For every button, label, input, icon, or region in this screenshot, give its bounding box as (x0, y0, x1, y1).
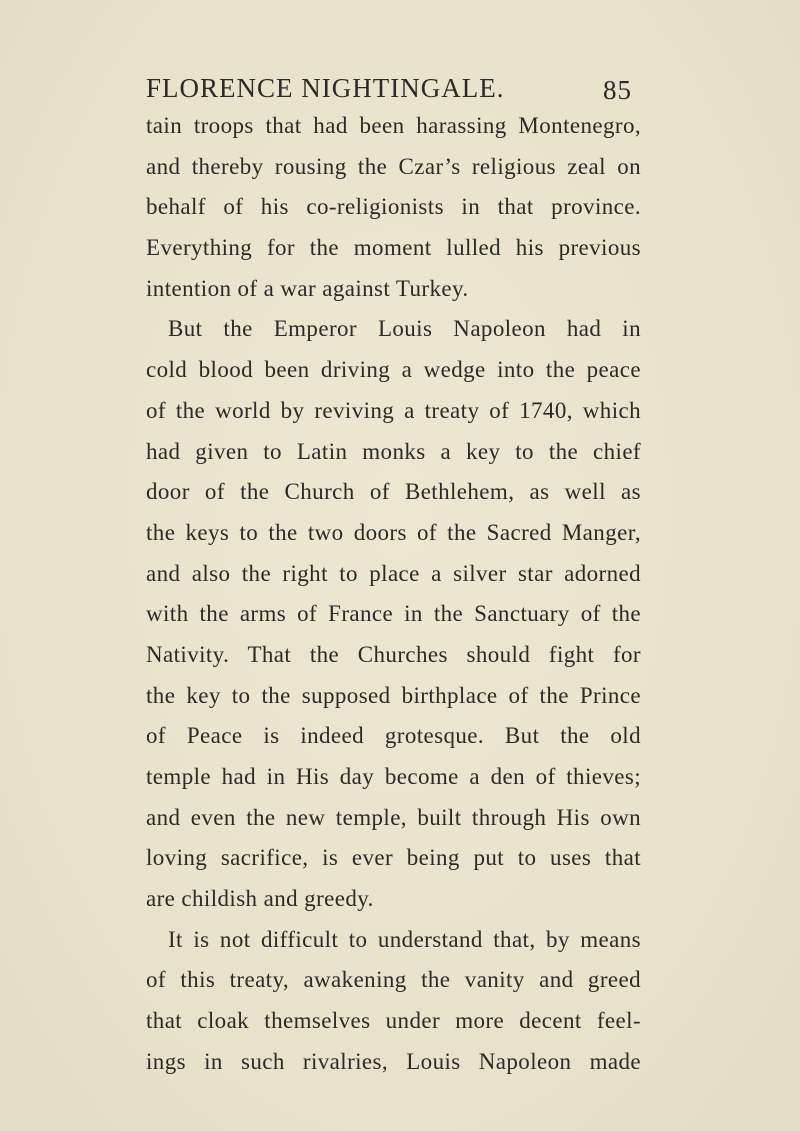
body-text (146, 106, 641, 1083)
text-line: But the Emperor Louis Napoleon had in (168, 316, 641, 342)
text-line: It is not difficult to understand that, by means (168, 926, 641, 952)
text-line: door of the Church of Bethlehem, as well as (146, 479, 641, 505)
text-line: are childish and greedy. (146, 886, 374, 912)
text-line: cold blood been driving a wedge into the peace (146, 357, 641, 383)
text-line: tain troops that had been harassing Montenegro, (146, 113, 641, 138)
text-line: and even the new temple, built through His own (146, 804, 641, 830)
running-title: FLORENCE NIGHTINGALE. (146, 73, 505, 103)
text-line: of the world by reviving a treaty of 1740, which (146, 397, 641, 423)
text-line: and thereby rousing the Czar’s religious zeal on (146, 153, 641, 179)
text-line: and also the right to place a silver star adorned (146, 560, 641, 586)
text-line: intention of a war against Turkey. (146, 275, 469, 301)
text-line: ings in such rivalries, Louis Napoleon made (146, 1048, 641, 1074)
text-line: Nativity. That the Churches should fight for (146, 641, 641, 667)
text-line: of this treaty, awakening the vanity and greed (146, 967, 641, 993)
text-line: the key to the supposed birthplace of the Prince (146, 682, 641, 708)
text-line: behalf of his co-religionists in that province. (146, 194, 641, 220)
text-line: temple had in His day become a den of thieves; (146, 764, 641, 789)
text-line: Everything for the moment lulled his previous (146, 235, 641, 261)
text-line: loving sacrifice, is ever being put to uses that (146, 845, 641, 871)
text-line: the keys to the two doors of the Sacred Manger, (146, 519, 641, 545)
text-line: had given to Latin monks a key to the chief (146, 438, 641, 464)
page-number: 85 (603, 75, 632, 105)
text-line: with the arms of France in the Sanctuary of the (146, 601, 641, 627)
running-head (146, 68, 646, 108)
text-line: of Peace is indeed grotesque. But the old (146, 723, 641, 749)
text-line: that cloak themselves under more decent feel- (146, 1008, 641, 1034)
